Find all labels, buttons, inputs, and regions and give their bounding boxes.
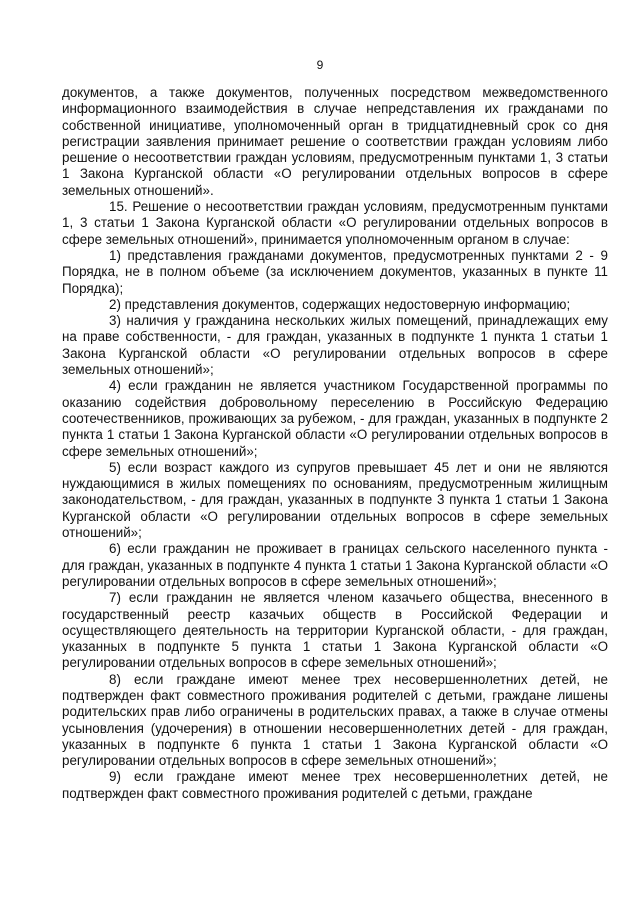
paragraph-subitem-2: 2) представления документов, содержащих недостоверную информацию; <box>109 296 571 312</box>
paragraph-subitem-7: 7) если гражданин не является членом казачьего общества, внесенного в государственный реестр казачьих обществ в Российской Федерации и осуществляющего деятельность на территории Курганской области, - для граждан, указанных в подпункте 5 пункта 1 статьи 1 Закона Курганской области «О регулировании отдельных вопросов в сфере земельных отношений»; <box>62 590 608 671</box>
paragraph-subitem-1: 1) представления гражданами документов, предусмотренных пунктами 2 - 9 Порядка, не в полном объеме (за исключением документов, указанных в пункте 11 Порядка); <box>62 247 608 296</box>
paragraph-subitem-9: 9) если граждане имеют менее трех несовершеннолетних детей, не подтвержден факт совместного проживания родителей с детьми, граждане <box>62 769 608 801</box>
paragraph-subitem-5: 5) если возраст каждого из супругов превышает 45 лет и они не являются нуждающимися в жилых помещениях по основаниям, предусмотренным жилищным законодательством, - для граждан, указанных в подпункте 3 пункта 1 статьи 1 Закона Курганской области «О регулировании отдельных вопросов в сфере земельных отношений»; <box>62 459 608 541</box>
paragraph-subitem-8: 8) если граждане имеют менее трех несовершеннолетних детей, не подтвержден факт совместного проживания родителей с детьми, граждане лишены родительских прав либо ограничены в родительских правах, а также в случае отмены усыновления (удочерения) в отношении несовершеннолетних детей - для граждан, указанных в подпункте 6 пункта 1 статьи 1 Закона Курганской области «О регулировании отдельных вопросов в сфере земельных отношений»; <box>62 671 608 769</box>
paragraph-subitem-6: 6) если гражданин не проживает в границах сельского населенного пункта - для граждан, указанных в подпункте 4 пункта 1 статьи 1 Закона Курганской области «О регулировании отдельных вопросов в сфере земельных отношений»; <box>62 541 608 589</box>
paragraph-subitem-3: 3) наличия у гражданина нескольких жилых помещений, принадлежащих ему на праве собственности, - для граждан, указанных в подпункте 1 пункта 1 статьи 1 Закона Курганской области «О регулировании отдельных вопросов в сфере земельных отношений»; <box>62 313 608 378</box>
document-body <box>62 85 608 802</box>
paragraph-continuation: документов, а также документов, полученных посредством межведомственного информационного взаимодействия в случае непредставления их гражданами по собственной инициативе, уполномоченный орган в тридцатидневный срок со дня регистрации заявления принимает решение о соответствии граждан условиям либо решение о несоответствии граждан условиям, предусмотренным пунктами 1, 3 статьи 1 Закона Курганской области «О регулировании отдельных вопросов в сфере земельных отношений». <box>62 85 608 198</box>
paragraph-subitem-4: 4) если гражданин не является участником Государственной программы по оказанию содействия добровольному переселению в Российскую Федерацию соотечественников, проживающих за рубежом, - для граждан, указанных в подпункте 2 пункта 1 статьи 1 Закона Курганской области «О регулировании отдельных вопросов в сфере земельных отношений»; <box>62 378 608 459</box>
page-number: 9 <box>316 58 324 72</box>
paragraph-item-15: 15. Решение о несоответствии граждан условиям, предусмотренным пунктами 1, 3 статьи 1 Закона Курганской области «О регулировании отдельных вопросов в сфере земельных отношений», принимается уполномоченным органом в случае: <box>62 199 608 247</box>
